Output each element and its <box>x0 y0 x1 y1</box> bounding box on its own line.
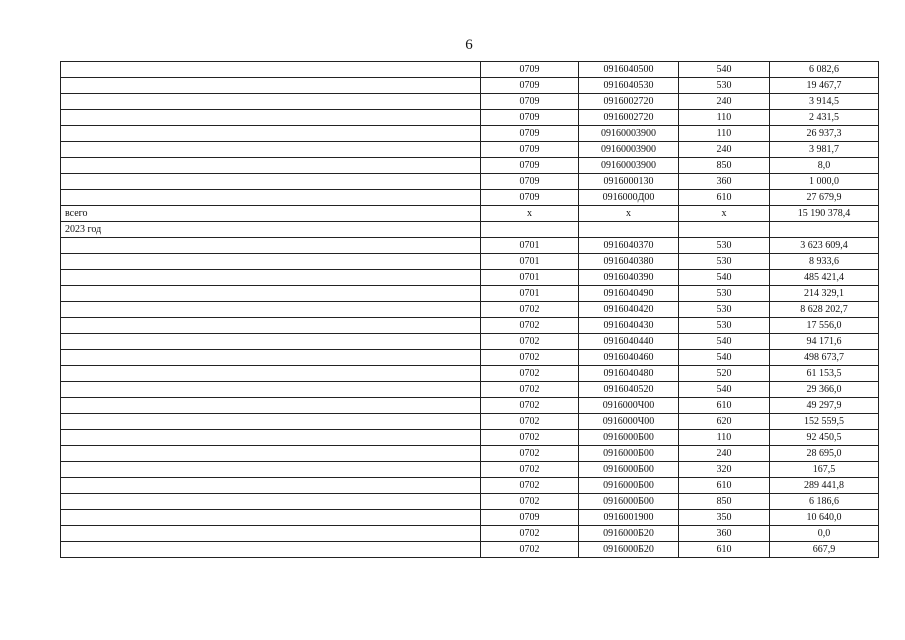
target-article-cell <box>579 222 679 238</box>
target-article-cell: 0916000Ч00 <box>579 398 679 414</box>
row-name-cell <box>61 174 481 190</box>
table-row <box>61 94 879 110</box>
section-code-cell: 0709 <box>481 110 579 126</box>
target-article-cell: 0916040370 <box>579 238 679 254</box>
table-row <box>61 510 879 526</box>
table-row <box>61 174 879 190</box>
row-name-cell <box>61 414 481 430</box>
row-name-cell <box>61 286 481 302</box>
amount-cell: 167,5 <box>770 462 879 478</box>
target-article-cell: 0916040390 <box>579 270 679 286</box>
target-article-cell: 0916000Б00 <box>579 494 679 510</box>
expense-type-cell: 240 <box>679 446 770 462</box>
target-article-cell: 0916000130 <box>579 174 679 190</box>
row-name-cell <box>61 62 481 78</box>
table-row <box>61 254 879 270</box>
target-article-cell: 0916000Б00 <box>579 462 679 478</box>
table-row <box>61 222 879 238</box>
expense-type-cell: 520 <box>679 366 770 382</box>
row-name-cell <box>61 350 481 366</box>
amount-cell: 1 000,0 <box>770 174 879 190</box>
expense-type-cell: 610 <box>679 398 770 414</box>
expense-type-cell: 530 <box>679 318 770 334</box>
table-row <box>61 430 879 446</box>
table-row <box>61 142 879 158</box>
section-code-cell: 0702 <box>481 302 579 318</box>
table-row <box>61 206 879 222</box>
expense-type-cell: 530 <box>679 254 770 270</box>
section-code-cell: 0702 <box>481 398 579 414</box>
table-row <box>61 542 879 558</box>
amount-cell: 667,9 <box>770 542 879 558</box>
section-code-cell: 0709 <box>481 190 579 206</box>
row-name-cell <box>61 526 481 542</box>
amount-cell: 19 467,7 <box>770 78 879 94</box>
section-code-cell: 0709 <box>481 158 579 174</box>
expense-type-cell: 530 <box>679 286 770 302</box>
table-row <box>61 382 879 398</box>
table-row <box>61 270 879 286</box>
table-row <box>61 158 879 174</box>
amount-cell: 61 153,5 <box>770 366 879 382</box>
target-article-cell: 0916000Б00 <box>579 446 679 462</box>
expense-type-cell: 530 <box>679 78 770 94</box>
expense-type-cell: 110 <box>679 126 770 142</box>
section-code-cell: 0702 <box>481 462 579 478</box>
row-name-cell <box>61 94 481 110</box>
section-code-cell: 0709 <box>481 94 579 110</box>
table-row <box>61 126 879 142</box>
target-article-cell: 0916040440 <box>579 334 679 350</box>
table-row <box>61 478 879 494</box>
expense-type-cell: 610 <box>679 190 770 206</box>
target-article-cell: 0916002720 <box>579 110 679 126</box>
expense-type-cell: 530 <box>679 238 770 254</box>
expense-type-cell <box>679 222 770 238</box>
table-row <box>61 190 879 206</box>
row-name-cell <box>61 110 481 126</box>
table-row <box>61 366 879 382</box>
expense-type-cell: 540 <box>679 270 770 286</box>
amount-cell: 29 366,0 <box>770 382 879 398</box>
target-article-cell: 09160003900 <box>579 158 679 174</box>
section-code-cell: 0702 <box>481 430 579 446</box>
section-code-cell: 0709 <box>481 142 579 158</box>
amount-cell: 27 679,9 <box>770 190 879 206</box>
section-code-cell: 0702 <box>481 446 579 462</box>
expense-type-cell: х <box>679 206 770 222</box>
amount-cell: 92 450,5 <box>770 430 879 446</box>
section-code-cell: 0701 <box>481 254 579 270</box>
amount-cell: 152 559,5 <box>770 414 879 430</box>
amount-cell: 3 623 609,4 <box>770 238 879 254</box>
amount-cell: 2 431,5 <box>770 110 879 126</box>
table-row <box>61 494 879 510</box>
expense-type-cell: 610 <box>679 542 770 558</box>
target-article-cell: 09160003900 <box>579 142 679 158</box>
row-name-cell <box>61 270 481 286</box>
row-name-cell <box>61 494 481 510</box>
amount-cell: 10 640,0 <box>770 510 879 526</box>
amount-cell: 3 981,7 <box>770 142 879 158</box>
row-name-cell <box>61 446 481 462</box>
expense-type-cell: 540 <box>679 62 770 78</box>
row-name-cell: всего <box>61 206 481 222</box>
expense-type-cell: 360 <box>679 174 770 190</box>
amount-cell: 17 556,0 <box>770 318 879 334</box>
section-code-cell: 0709 <box>481 62 579 78</box>
target-article-cell: 0916000Б00 <box>579 478 679 494</box>
amount-cell: 28 695,0 <box>770 446 879 462</box>
target-article-cell: 0916000Б00 <box>579 430 679 446</box>
table-row <box>61 526 879 542</box>
section-code-cell: 0702 <box>481 494 579 510</box>
target-article-cell: 0916040500 <box>579 62 679 78</box>
row-name-cell <box>61 318 481 334</box>
table-row <box>61 62 879 78</box>
amount-cell: 289 441,8 <box>770 478 879 494</box>
row-name-cell <box>61 238 481 254</box>
page-number: 6 <box>465 37 473 53</box>
section-code-cell: 0702 <box>481 414 579 430</box>
section-code-cell: 0702 <box>481 318 579 334</box>
amount-cell: 3 914,5 <box>770 94 879 110</box>
section-code-cell: 0702 <box>481 542 579 558</box>
table-row <box>61 110 879 126</box>
section-code-cell: 0701 <box>481 238 579 254</box>
target-article-cell: 0916000Б20 <box>579 542 679 558</box>
expense-type-cell: 240 <box>679 142 770 158</box>
amount-cell: 49 297,9 <box>770 398 879 414</box>
expense-type-cell: 850 <box>679 494 770 510</box>
table-row <box>61 302 879 318</box>
row-name-cell <box>61 142 481 158</box>
row-name-cell <box>61 382 481 398</box>
target-article-cell: 0916040460 <box>579 350 679 366</box>
table-row <box>61 318 879 334</box>
target-article-cell: 09160003900 <box>579 126 679 142</box>
expense-type-cell: 850 <box>679 158 770 174</box>
section-code-cell: 0701 <box>481 286 579 302</box>
section-code-cell: 0701 <box>481 270 579 286</box>
amount-cell: 94 171,6 <box>770 334 879 350</box>
target-article-cell: 0916040420 <box>579 302 679 318</box>
amount-cell: 26 937,3 <box>770 126 879 142</box>
target-article-cell: 0916002720 <box>579 94 679 110</box>
section-code-cell: х <box>481 206 579 222</box>
expense-type-cell: 240 <box>679 94 770 110</box>
section-code-cell: 0702 <box>481 526 579 542</box>
expense-type-cell: 110 <box>679 430 770 446</box>
target-article-cell: 0916000Б20 <box>579 526 679 542</box>
table-row <box>61 286 879 302</box>
target-article-cell: 0916040380 <box>579 254 679 270</box>
amount-cell: 8,0 <box>770 158 879 174</box>
row-name-cell: 2023 год <box>61 222 481 238</box>
section-code-cell: 0702 <box>481 334 579 350</box>
expense-type-cell: 610 <box>679 478 770 494</box>
section-code-cell: 0702 <box>481 382 579 398</box>
row-name-cell <box>61 126 481 142</box>
table-row <box>61 350 879 366</box>
table-row <box>61 78 879 94</box>
amount-cell: 8 933,6 <box>770 254 879 270</box>
amount-cell: 6 082,6 <box>770 62 879 78</box>
row-name-cell <box>61 254 481 270</box>
table-row <box>61 334 879 350</box>
row-name-cell <box>61 462 481 478</box>
table-row <box>61 446 879 462</box>
target-article-cell: 0916000Д00 <box>579 190 679 206</box>
amount-cell: 6 186,6 <box>770 494 879 510</box>
target-article-cell: 0916040490 <box>579 286 679 302</box>
row-name-cell <box>61 398 481 414</box>
row-name-cell <box>61 334 481 350</box>
table-row <box>61 414 879 430</box>
expense-type-cell: 110 <box>679 110 770 126</box>
amount-cell: 498 673,7 <box>770 350 879 366</box>
section-code-cell: 0709 <box>481 174 579 190</box>
expense-type-cell: 530 <box>679 302 770 318</box>
expense-type-cell: 540 <box>679 350 770 366</box>
target-article-cell: 0916040480 <box>579 366 679 382</box>
section-code-cell: 0709 <box>481 510 579 526</box>
row-name-cell <box>61 430 481 446</box>
section-code-cell: 0702 <box>481 478 579 494</box>
amount-cell: 15 190 378,4 <box>770 206 879 222</box>
amount-cell: 0,0 <box>770 526 879 542</box>
budget-table <box>60 61 879 558</box>
table-row <box>61 462 879 478</box>
section-code-cell: 0709 <box>481 126 579 142</box>
section-code-cell: 0702 <box>481 350 579 366</box>
section-code-cell: 0702 <box>481 366 579 382</box>
table-row <box>61 398 879 414</box>
row-name-cell <box>61 542 481 558</box>
expense-type-cell: 320 <box>679 462 770 478</box>
row-name-cell <box>61 366 481 382</box>
section-code-cell: 0709 <box>481 78 579 94</box>
row-name-cell <box>61 158 481 174</box>
row-name-cell <box>61 478 481 494</box>
row-name-cell <box>61 190 481 206</box>
expense-type-cell: 540 <box>679 382 770 398</box>
target-article-cell: х <box>579 206 679 222</box>
target-article-cell: 0916040520 <box>579 382 679 398</box>
expense-type-cell: 350 <box>679 510 770 526</box>
row-name-cell <box>61 510 481 526</box>
target-article-cell: 0916000Ч00 <box>579 414 679 430</box>
table-row <box>61 238 879 254</box>
target-article-cell: 0916001900 <box>579 510 679 526</box>
amount-cell: 485 421,4 <box>770 270 879 286</box>
section-code-cell <box>481 222 579 238</box>
target-article-cell: 0916040530 <box>579 78 679 94</box>
amount-cell: 214 329,1 <box>770 286 879 302</box>
amount-cell: 8 628 202,7 <box>770 302 879 318</box>
target-article-cell: 0916040430 <box>579 318 679 334</box>
budget-table-body <box>61 62 879 558</box>
expense-type-cell: 540 <box>679 334 770 350</box>
row-name-cell <box>61 78 481 94</box>
row-name-cell <box>61 302 481 318</box>
expense-type-cell: 620 <box>679 414 770 430</box>
amount-cell <box>770 222 879 238</box>
expense-type-cell: 360 <box>679 526 770 542</box>
